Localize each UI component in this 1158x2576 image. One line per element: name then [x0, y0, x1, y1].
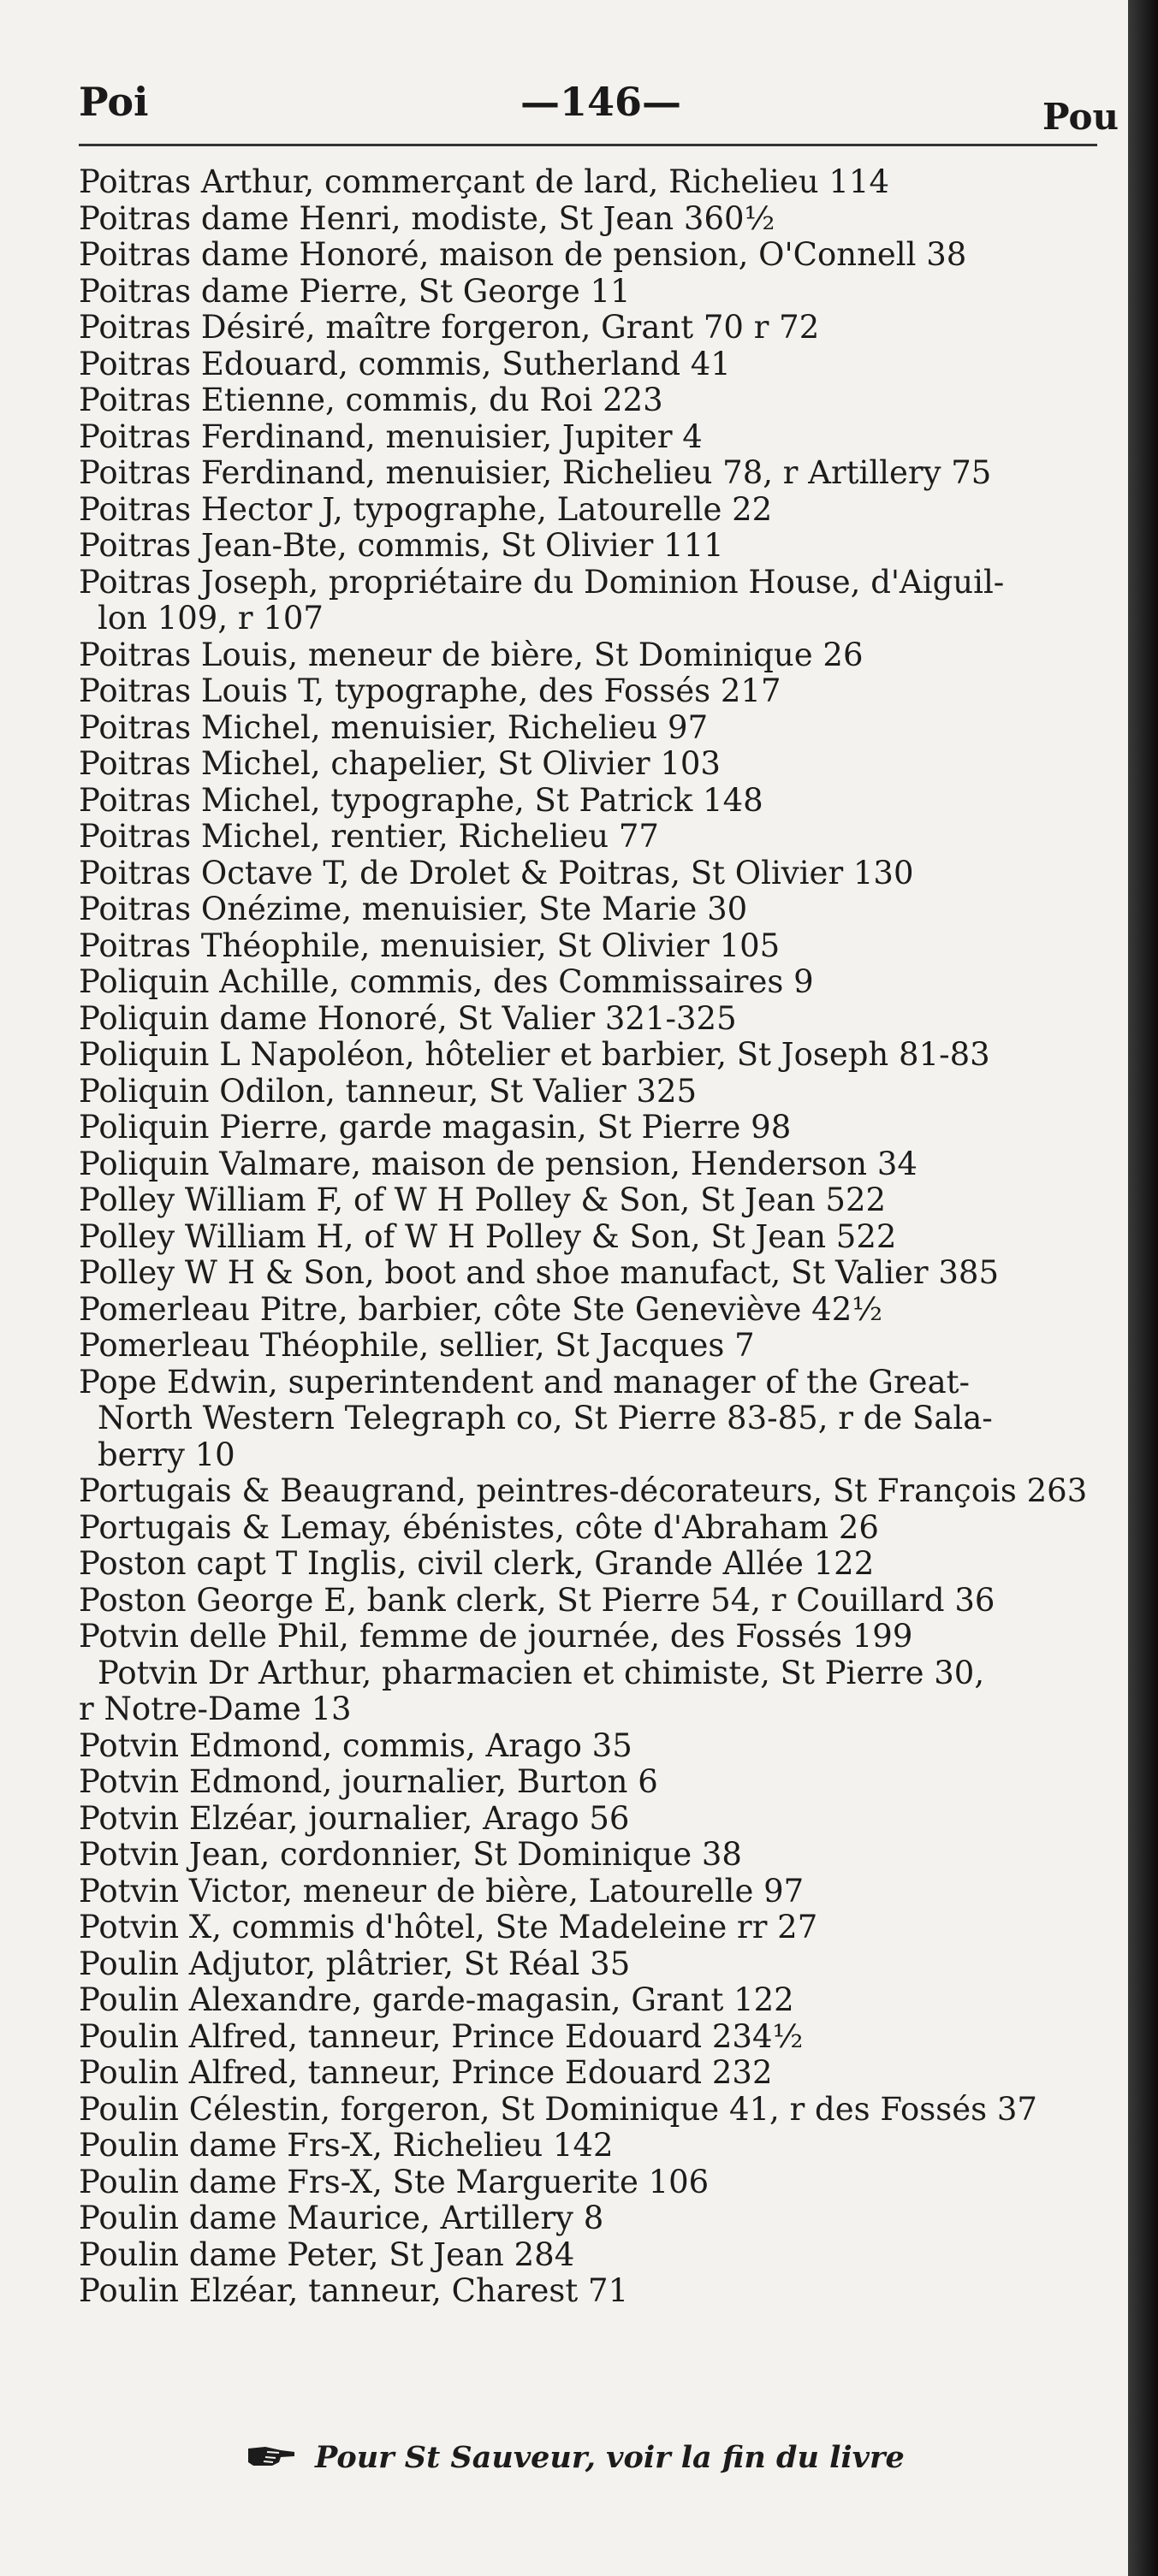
header-rule	[79, 144, 1097, 146]
directory-entry: Poulin Alexandre, garde-magasin, Grant 122	[79, 1982, 794, 2018]
directory-entry: Polley William F, of W H Polley & Son, St Jean 522	[79, 1182, 887, 1218]
directory-entry: Potvin Edmond, journalier, Burton 6	[79, 1764, 658, 1800]
directory-entry: Poitras Michel, rentier, Richelieu 77	[79, 819, 659, 855]
directory-entry: North Western Telegraph co, St Pierre 83-85, r de Sala-	[98, 1401, 993, 1436]
directory-entry: Poitras Octave T, de Drolet & Poitras, St Olivier 130	[79, 855, 914, 891]
directory-entry: Potvin Victor, meneur de bière, Latourelle 97	[79, 1873, 805, 1910]
header-right-guide-word: Pou	[1042, 96, 1119, 138]
directory-entry: Poulin Elzéar, tanneur, Charest 71	[79, 2273, 629, 2309]
directory-entry: Potvin Edmond, commis, Arago 35	[79, 1727, 632, 1764]
directory-entry: Potvin X, commis d'hôtel, Ste Madeleine rr 27	[79, 1910, 818, 1945]
directory-entry: Poitras Ferdinand, menuisier, Richelieu 78, r Artillery 75	[79, 455, 992, 491]
directory-entry: Poitras Michel, typographe, St Patrick 148	[79, 782, 763, 819]
directory-entry: Poitras Hector J, typographe, Latourelle 22	[79, 491, 773, 528]
directory-entry: Poulin dame Peter, St Jean 284	[79, 2236, 575, 2273]
directory-entry: Poston capt T Inglis, civil clerk, Grande Allée 122	[79, 1546, 875, 1582]
directory-entry: Portugais & Beaugrand, peintres-décorateurs, St François 263	[79, 1473, 1088, 1509]
header-left-guide-word: Poi	[79, 79, 149, 125]
directory-entry: Poitras Michel, chapelier, St Olivier 103	[79, 746, 721, 782]
directory-entry: Potvin Dr Arthur, pharmacien et chimiste, St Pierre 30,	[98, 1655, 985, 1691]
directory-entry: Pomerleau Théophile, sellier, St Jacques 7	[79, 1328, 755, 1364]
directory-entry: Poulin dame Frs-X, Richelieu 142	[79, 2128, 614, 2164]
directory-entry: Pomerleau Pitre, barbier, côte Ste Geneviève 42½	[79, 1291, 883, 1328]
directory-entry: berry 10	[98, 1436, 235, 1473]
directory-entry: Poitras Onézime, menuisier, Ste Marie 30	[79, 891, 748, 927]
footer-note	[246, 2440, 1017, 2477]
directory-entry: Poulin Adjutor, plâtrier, St Réal 35	[79, 1945, 631, 1982]
directory-entry: Poulin dame Maurice, Artillery 8	[79, 2200, 604, 2236]
directory-entry: Poliquin Valmare, maison de pension, Henderson 34	[79, 1146, 917, 1182]
pointing-hand-icon	[246, 2442, 296, 2477]
directory-entry: Poitras dame Honoré, maison de pension, O'Connell 38	[79, 237, 967, 273]
directory-entry: Poitras Arthur, commerçant de lard, Richelieu 114	[79, 164, 889, 200]
directory-entry: Poitras Louis T, typographe, des Fossés 217	[79, 673, 781, 709]
directory-entry: Poitras Ferdinand, menuisier, Jupiter 4	[79, 418, 703, 455]
directory-entry: Poitras Michel, menuisier, Richelieu 97	[79, 709, 709, 746]
directory-entry: Poliquin L Napoléon, hôtelier et barbier, St Joseph 81-83	[79, 1037, 990, 1073]
directory-entry: Poitras dame Pierre, St George 11	[79, 273, 631, 310]
book-binding-edge	[1128, 0, 1158, 2576]
directory-entry: Poulin Alfred, tanneur, Prince Edouard 232	[79, 2055, 773, 2091]
directory-entry: Poliquin dame Honoré, St Valier 321-325	[79, 1000, 737, 1037]
directory-entry: Poliquin Achille, commis, des Commissaires 9	[79, 964, 814, 1000]
directory-entry: Potvin delle Phil, femme de journée, des Fossés 199	[79, 1619, 913, 1655]
directory-entry: Poliquin Odilon, tanneur, St Valier 325	[79, 1073, 698, 1110]
page-header	[0, 0, 1128, 171]
directory-entry: Poulin dame Frs-X, Ste Marguerite 106	[79, 2164, 710, 2200]
directory-entry: Poitras Joseph, propriétaire du Dominion House, d'Aiguil-	[79, 564, 1005, 601]
footer-text: Pour St Sauveur, voir la fin du livre	[315, 2440, 905, 2475]
directory-entry: Pope Edwin, superintendent and manager of the Great-	[79, 1364, 971, 1401]
directory-entry: Portugais & Lemay, ébénistes, côte d'Abraham 26	[79, 1509, 879, 1546]
directory-entry: Polley William H, of W H Polley & Son, St Jean 522	[79, 1218, 897, 1255]
directory-entry: Poitras Jean-Bte, commis, St Olivier 111	[79, 528, 724, 564]
directory-entry: Poitras Edouard, commis, Sutherland 41	[79, 346, 731, 382]
directory-entry: lon 109, r 107	[98, 601, 324, 637]
directory-entries	[79, 164, 1119, 2310]
directory-entry: Poitras Désiré, maître forgeron, Grant 70 r 72	[79, 310, 820, 346]
directory-entry: Polley W H & Son, boot and shoe manufact, St Valier 385	[79, 1255, 1000, 1291]
directory-entry: Poitras Etienne, commis, du Roi 223	[79, 382, 663, 418]
directory-entry: Potvin Jean, cordonnier, St Dominique 38	[79, 1837, 742, 1873]
directory-entry: Poitras Théophile, menuisier, St Olivier 105	[79, 927, 781, 964]
directory-entry: Poston George E, bank clerk, St Pierre 54, r Couillard 36	[79, 1582, 995, 1619]
directory-entry: Potvin Elzéar, journalier, Arago 56	[79, 1800, 630, 1837]
directory-entry: r Notre-Dame 13	[79, 1691, 352, 1727]
directory-entry: Poulin Célestin, forgeron, St Dominique 41, r des Fossés 37	[79, 2091, 1037, 2128]
directory-entry: Poitras dame Henri, modiste, St Jean 360½	[79, 200, 775, 237]
directory-entry: Poliquin Pierre, garde magasin, St Pierre 98	[79, 1110, 792, 1146]
directory-entry: Poulin Alfred, tanneur, Prince Edouard 234½	[79, 2018, 804, 2055]
directory-entry: Poitras Louis, meneur de bière, St Dominique 26	[79, 637, 864, 673]
page-number: —146—	[520, 79, 682, 125]
